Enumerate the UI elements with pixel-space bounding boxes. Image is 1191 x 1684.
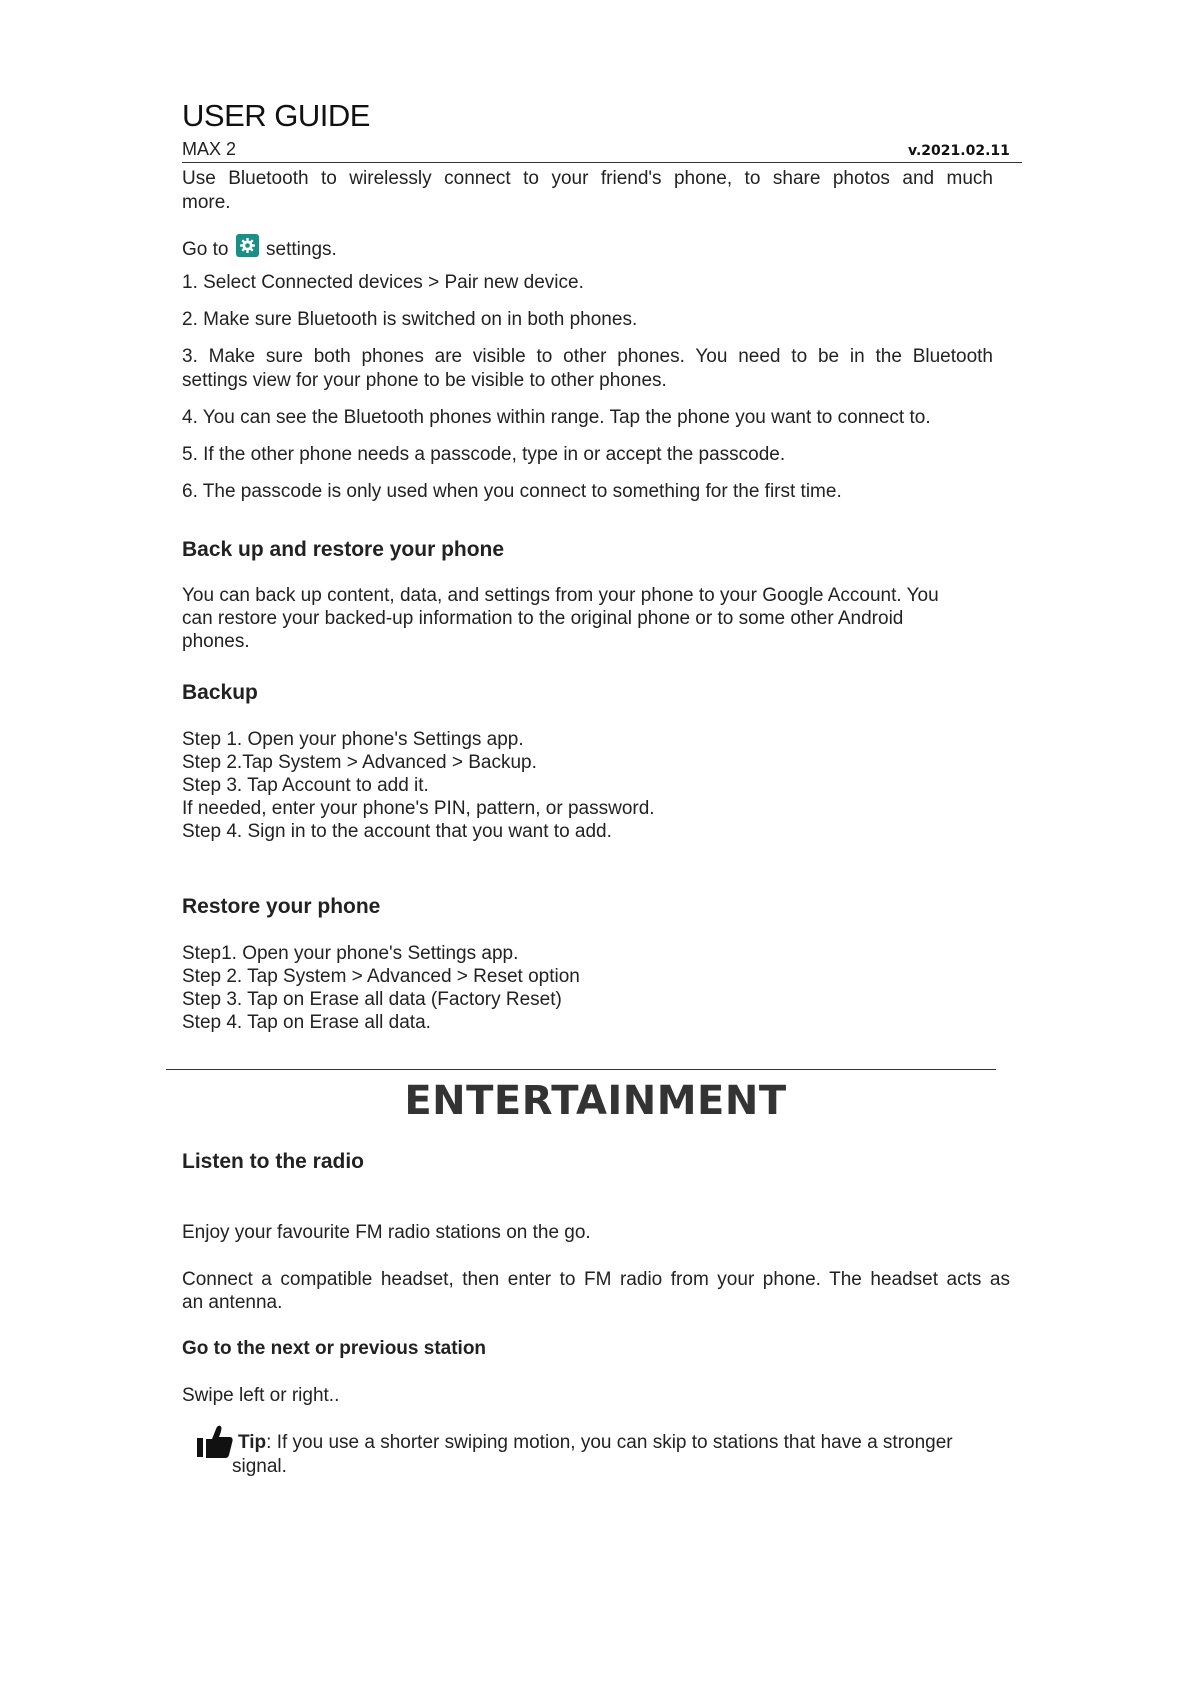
backup-restore-para-2: can restore your backed-up information to the original phone or to some other Android [182,608,904,629]
bluetooth-step-1: 1. Select Connected devices > Pair new device. [182,272,584,293]
section-divider [166,1069,996,1070]
header-divider [182,162,1022,163]
bluetooth-step-2: 2. Make sure Bluetooth is switched on in both phones. [182,309,638,330]
thumbs-up-icon [196,1423,234,1464]
doc-version: v.2021.02.11 [908,143,1010,159]
radio-connect-cont: an antenna. [182,1292,283,1313]
backup-step-4: Step 4. Sign in to the account that you want to add. [182,821,612,842]
tip-text: : If you use a shorter swiping motion, you can skip to stations that have a stronger [266,1432,953,1453]
restore-step-3: Step 3. Tap on Erase all data (Factory Reset) [182,989,562,1010]
section-title: ENTERTAINMENT [404,1078,787,1124]
tip-cont: signal. [232,1456,287,1477]
swipe-instruction: Swipe left or right.. [182,1385,340,1406]
backup-step-3: Step 3. Tap Account to add it. [182,775,429,796]
backup-pin-note: If needed, enter your phone's PIN, pattern, or password. [182,798,655,819]
goto-suffix: settings. [266,239,337,260]
bluetooth-intro: Use Bluetooth to wirelessly connect to your friend's phone, to share photos and much [182,168,993,189]
doc-model: MAX 2 [182,139,237,159]
backup-heading: Backup [182,681,258,704]
backup-restore-para-1: You can back up content, data, and settings from your phone to your Google Account. You [182,585,939,606]
backup-restore-para-3: phones. [182,631,250,652]
tip-label: Tip [238,1432,267,1453]
restore-step-4: Step 4. Tap on Erase all data. [182,1012,431,1033]
bluetooth-step-5: 5. If the other phone needs a passcode, type in or accept the passcode. [182,444,786,465]
backup-step-2: Step 2.Tap System > Advanced > Backup. [182,752,537,773]
bluetooth-step-4: 4. You can see the Bluetooth phones within range. Tap the phone you want to connect to. [182,407,931,428]
goto-prefix: Go to [182,239,229,260]
tip-line [238,1431,953,1454]
settings-gear-icon [236,234,259,257]
radio-intro: Enjoy your favourite FM radio stations on the go. [182,1222,591,1243]
bluetooth-intro-cont: more. [182,192,231,213]
bluetooth-step-6: 6. The passcode is only used when you connect to something for the first time. [182,481,842,502]
backup-restore-heading: Back up and restore your phone [182,538,505,561]
station-heading: Go to the next or previous station [182,1338,487,1359]
goto-settings-line [182,234,337,261]
doc-title: USER GUIDE [182,98,370,133]
bluetooth-step-3-cont: settings view for your phone to be visible to other phones. [182,370,667,391]
backup-step-1: Step 1. Open your phone's Settings app. [182,729,524,750]
restore-step-1: Step1. Open your phone's Settings app. [182,943,519,964]
radio-connect: Connect a compatible headset, then enter to FM radio from your phone. The headset acts as [182,1269,1010,1290]
bluetooth-step-3: 3. Make sure both phones are visible to other phones. You need to be in the Bluetooth [182,346,993,367]
restore-step-2: Step 2. Tap System > Advanced > Reset option [182,966,580,987]
restore-heading: Restore your phone [182,895,381,918]
radio-heading: Listen to the radio [182,1150,365,1173]
